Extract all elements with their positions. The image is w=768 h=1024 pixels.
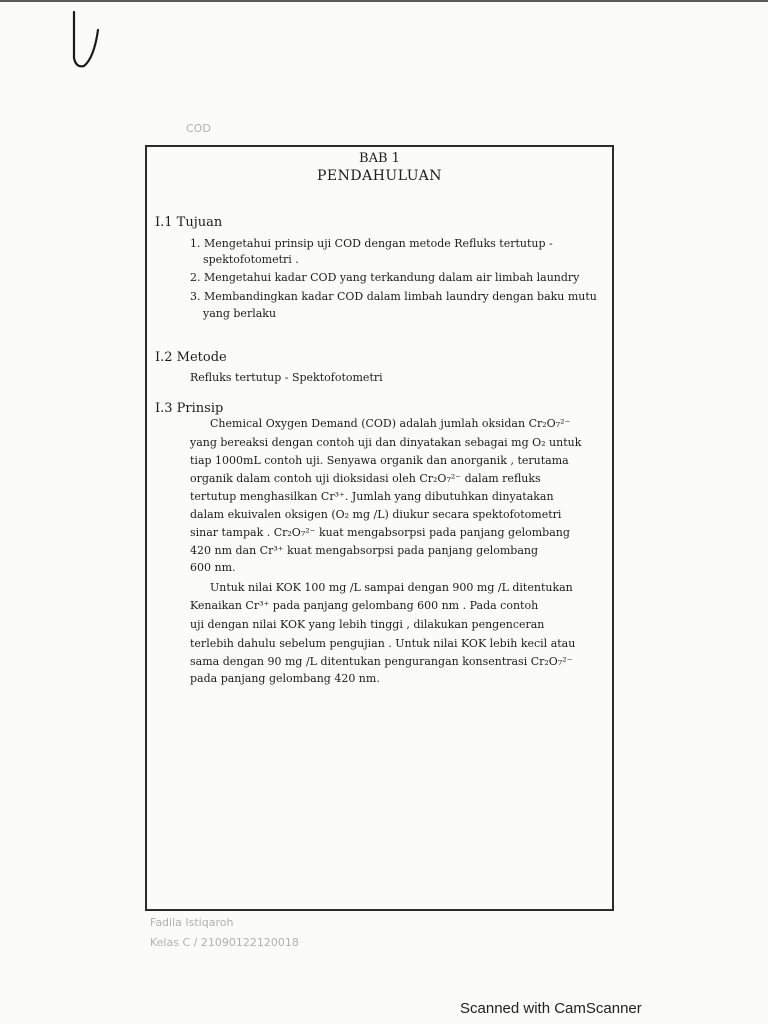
- prinsip-line: Kenaikan Cr³⁺ pada panjang gelombang 600 nm . Pada contoh: [190, 599, 539, 612]
- tujuan-line: spektofotometri .: [203, 253, 299, 266]
- prinsip-line: tertutup menghasilkan Cr³⁺. Jumlah yang dibutuhkan dinyatakan: [190, 490, 554, 503]
- prinsip-line: dalam ekuivalen oksigen (O₂ mg /L) diukur secara spektofotometri: [190, 508, 562, 521]
- prinsip-line: yang bereaksi dengan contoh uji dan dinyatakan sebagai mg O₂ untuk: [190, 436, 582, 449]
- prinsip-line: organik dalam contoh uji dioksidasi oleh Cr₂O₇²⁻ dalam refluks: [190, 472, 541, 485]
- tujuan-line: 2. Mengetahui kadar COD yang terkandung dalam air limbah laundry: [190, 271, 580, 284]
- handwritten-v-mark: [68, 8, 108, 72]
- prinsip-line: terlebih dahulu sebelum pengujian . Untuk nilai KOK lebih kecil atau: [190, 637, 576, 650]
- student-name: Fadila Istiqaroh: [150, 916, 234, 929]
- margin-note: COD: [186, 122, 211, 135]
- tujuan-line: 3. Membandingkan kadar COD dalam limbah laundry dengan baku mutu: [190, 290, 597, 303]
- section-heading-prinsip: I.3 Prinsip: [155, 401, 224, 416]
- scanner-watermark: Scanned with CamScanner: [460, 1000, 642, 1017]
- document-frame: [145, 145, 614, 911]
- tujuan-line: 1. Mengetahui prinsip uji COD dengan metode Refluks tertutup -: [190, 237, 553, 250]
- page-top-edge: [0, 0, 768, 2]
- section-heading-metode: I.2 Metode: [155, 350, 227, 365]
- prinsip-line: pada panjang gelombang 420 nm.: [190, 672, 380, 685]
- prinsip-line: sinar tampak . Cr₂O₇²⁻ kuat mengabsorpsi pada panjang gelombang: [190, 526, 570, 539]
- section-heading-tujuan: I.1 Tujuan: [155, 215, 223, 230]
- tujuan-line: yang berlaku: [203, 307, 277, 320]
- chapter-label: BAB 1: [359, 151, 400, 166]
- prinsip-line: 600 nm.: [190, 561, 236, 574]
- prinsip-line: Chemical Oxygen Demand (COD) adalah jumlah oksidan Cr₂O₇²⁻: [210, 417, 571, 430]
- prinsip-line: sama dengan 90 mg /L ditentukan pengurangan konsentrasi Cr₂O₇²⁻: [190, 655, 573, 668]
- chapter-title: PENDAHULUAN: [317, 168, 442, 184]
- prinsip-line: uji dengan nilai KOK yang lebih tinggi , dilakukan pengenceran: [190, 618, 545, 631]
- prinsip-line: 420 nm dan Cr³⁺ kuat mengabsorpsi pada panjang gelombang: [190, 544, 539, 557]
- student-class-id: Kelas C / 21090122120018: [150, 936, 299, 949]
- metode-text: Refluks tertutup - Spektofotometri: [190, 371, 383, 384]
- prinsip-line: tiap 1000mL contoh uji. Senyawa organik dan anorganik , terutama: [190, 454, 569, 467]
- prinsip-line: Untuk nilai KOK 100 mg /L sampai dengan 900 mg /L ditentukan: [210, 581, 573, 594]
